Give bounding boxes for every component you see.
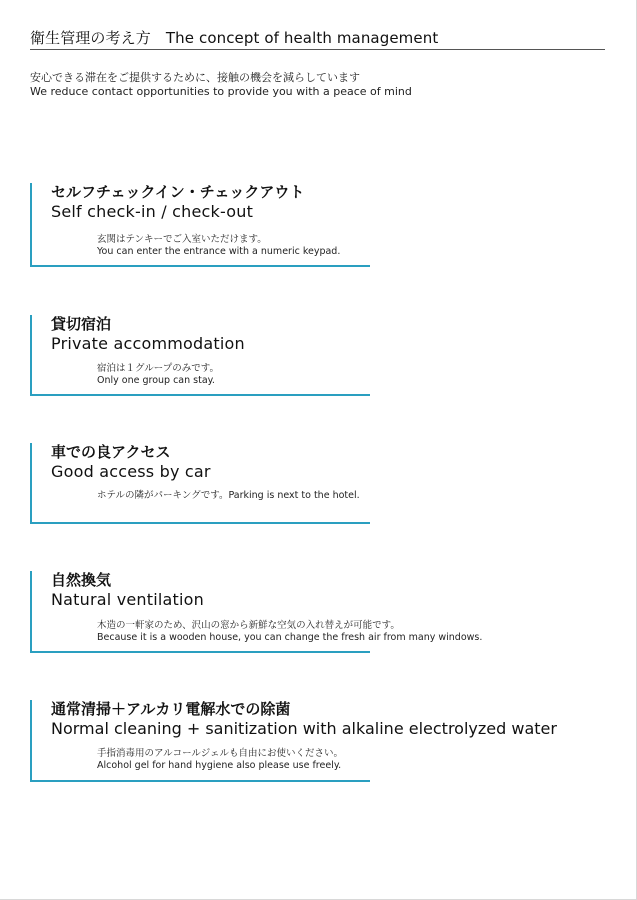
section-description (97, 490, 360, 502)
section-private-accommodation (30, 315, 370, 396)
section-desc-ja: 宿泊は１グループのみです。 (97, 363, 219, 374)
intro-text (30, 71, 412, 99)
section-title-ja: 車での良アクセス (51, 443, 171, 461)
page-header (30, 28, 605, 50)
section-title-en: Natural ventilation (51, 590, 204, 609)
section-natural-ventilation (30, 571, 483, 653)
section-desc-ja: 木造の一軒家のため、沢山の窓から新鮮な空気の入れ替えが可能です。 (97, 620, 400, 631)
section-title-ja: 通常清掃＋アルカリ電解水での除菌 (51, 700, 291, 718)
section-desc-ja: 玄関はテンキーでご入室いただけます。 (97, 234, 267, 245)
section-title-en: Private accommodation (51, 334, 245, 353)
section-title-ja: 自然換気 (51, 571, 112, 589)
section-desc-ja: 手指消毒用のアルコールジェルも自由にお使いください。 (97, 748, 344, 759)
page-title: 衛生管理の考え方 The concept of health management (30, 29, 439, 47)
section-title-ja: セルフチェックイン・チェックアウト (51, 183, 305, 201)
section-title-en: Self check-in / check-out (51, 202, 254, 221)
section-description (97, 234, 340, 258)
section-title-en: Good access by car (51, 462, 211, 481)
section-desc-en: You can enter the entrance with a numeric keypad. (97, 246, 341, 257)
section-description (97, 363, 219, 387)
section-self-checkin (30, 183, 370, 267)
intro-en: We reduce contact opportunities to provide you with a peace of mind (30, 85, 412, 98)
section-desc-ja: ホテルの隣がパーキングです。Parking is next to the hotel. (97, 490, 360, 501)
section-desc-en: Alcohol gel for hand hygiene also please use freely. (97, 760, 342, 771)
section-description (97, 748, 343, 772)
intro-ja: 安心できる滞在をご提供するために、接触の機会を減らしています (30, 71, 360, 84)
section-desc-en: Because it is a wooden house, you can change the fresh air from many windows. (97, 632, 483, 643)
section-title-en: Normal cleaning + sanitization with alkaline electrolyzed water (51, 719, 557, 738)
section-desc-en: Only one group can stay. (97, 375, 215, 386)
section-access-by-car (30, 443, 370, 524)
section-cleaning-sanitization (30, 700, 557, 782)
section-title-ja: 貸切宿泊 (51, 315, 112, 333)
section-description (97, 620, 482, 644)
